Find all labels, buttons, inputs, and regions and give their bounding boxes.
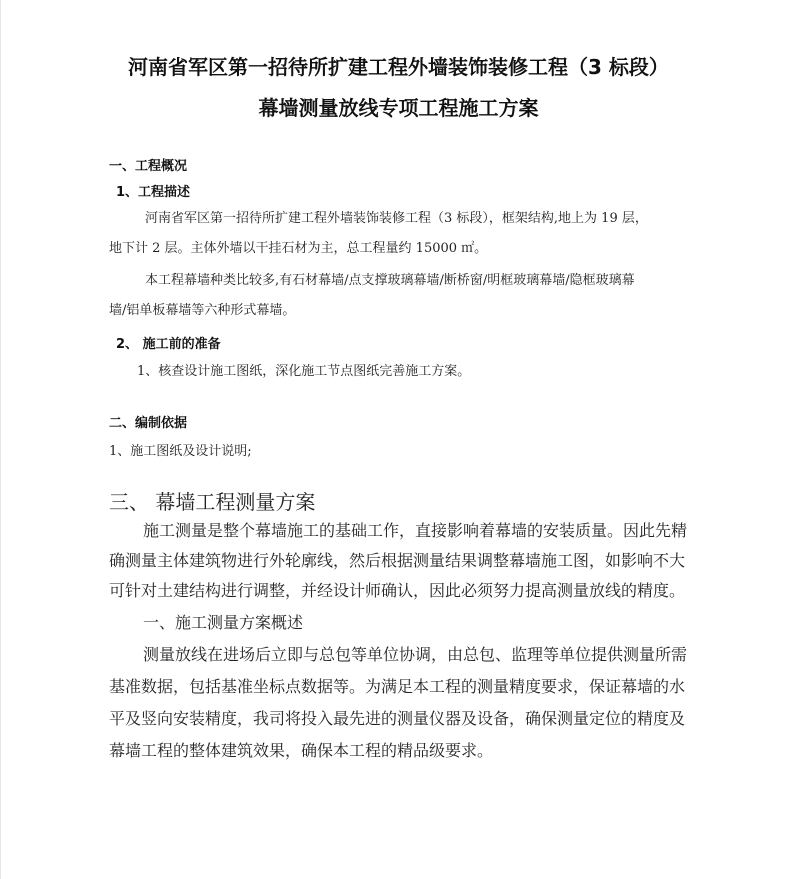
paragraph-line: 可针对土建结构进行调整，并经设计师确认，因此必须努力提高测量放线的精度。 <box>109 581 686 600</box>
paragraph-line: 本工程幕墙种类比较多,有石材幕墙/点支撑玻璃幕墙/断桥窗/明框玻璃幕墙/隐框玻璃幕 <box>145 273 635 288</box>
subsection-heading-preparation: 2、 施工前的准备 <box>116 337 221 352</box>
document-subtitle: 幕墙测量放线专项工程施工方案 <box>258 96 539 120</box>
paragraph-line: 基准数据，包括基准坐标点数据等。为满足本工程的测量精度要求，保证幕墙的水 <box>109 677 686 696</box>
document-title: 河南省军区第一招待所扩建工程外墙装饰装修工程（3 标段） <box>128 55 669 79</box>
paragraph-line: 确测量主体建筑物进行外轮廓线，然后根据测量结果调整幕墙施工图，如影响不大 <box>109 551 686 570</box>
paragraph-line: 平及竖向安装精度，我司将投入最先进的测量仪器及设备，确保测量定位的精度及 <box>109 709 686 728</box>
subsection-heading-overview: 一、施工测量方案概述 <box>143 613 304 632</box>
paragraph-line: 幕墙工程的整体建筑效果，确保本工程的精品级要求。 <box>109 741 494 760</box>
list-item: 1、施工图纸及设计说明; <box>109 444 252 459</box>
section-heading-basis: 二、编制依据 <box>109 416 188 431</box>
section-heading-measurement: 三、 幕墙工程测量方案 <box>109 490 316 514</box>
paragraph-line: 测量放线在进场后立即与总包等单位协调，由总包、监理等单位提供测量所需 <box>143 645 688 664</box>
subsection-heading-description: 1、工程描述 <box>116 185 191 200</box>
list-item: 1、核查设计施工图纸，深化施工节点图纸完善施工方案。 <box>137 364 471 379</box>
paragraph-line: 施工测量是整个幕墙施工的基础工作，直接影响着幕墙的安装质量。因此先精 <box>143 521 688 540</box>
section-heading-overview: 一、工程概况 <box>109 159 188 174</box>
paragraph-line: 墙/铝单板幕墙等六种形式幕墙。 <box>109 303 296 318</box>
paragraph-line: 河南省军区第一招待所扩建工程外墙装饰装修工程（3 标段），框架结构,地上为 19 层， <box>145 211 648 226</box>
paragraph-line: 地下计 2 层。主体外墙以干挂石材为主，总工程量约 15000 ㎡。 <box>109 241 488 256</box>
